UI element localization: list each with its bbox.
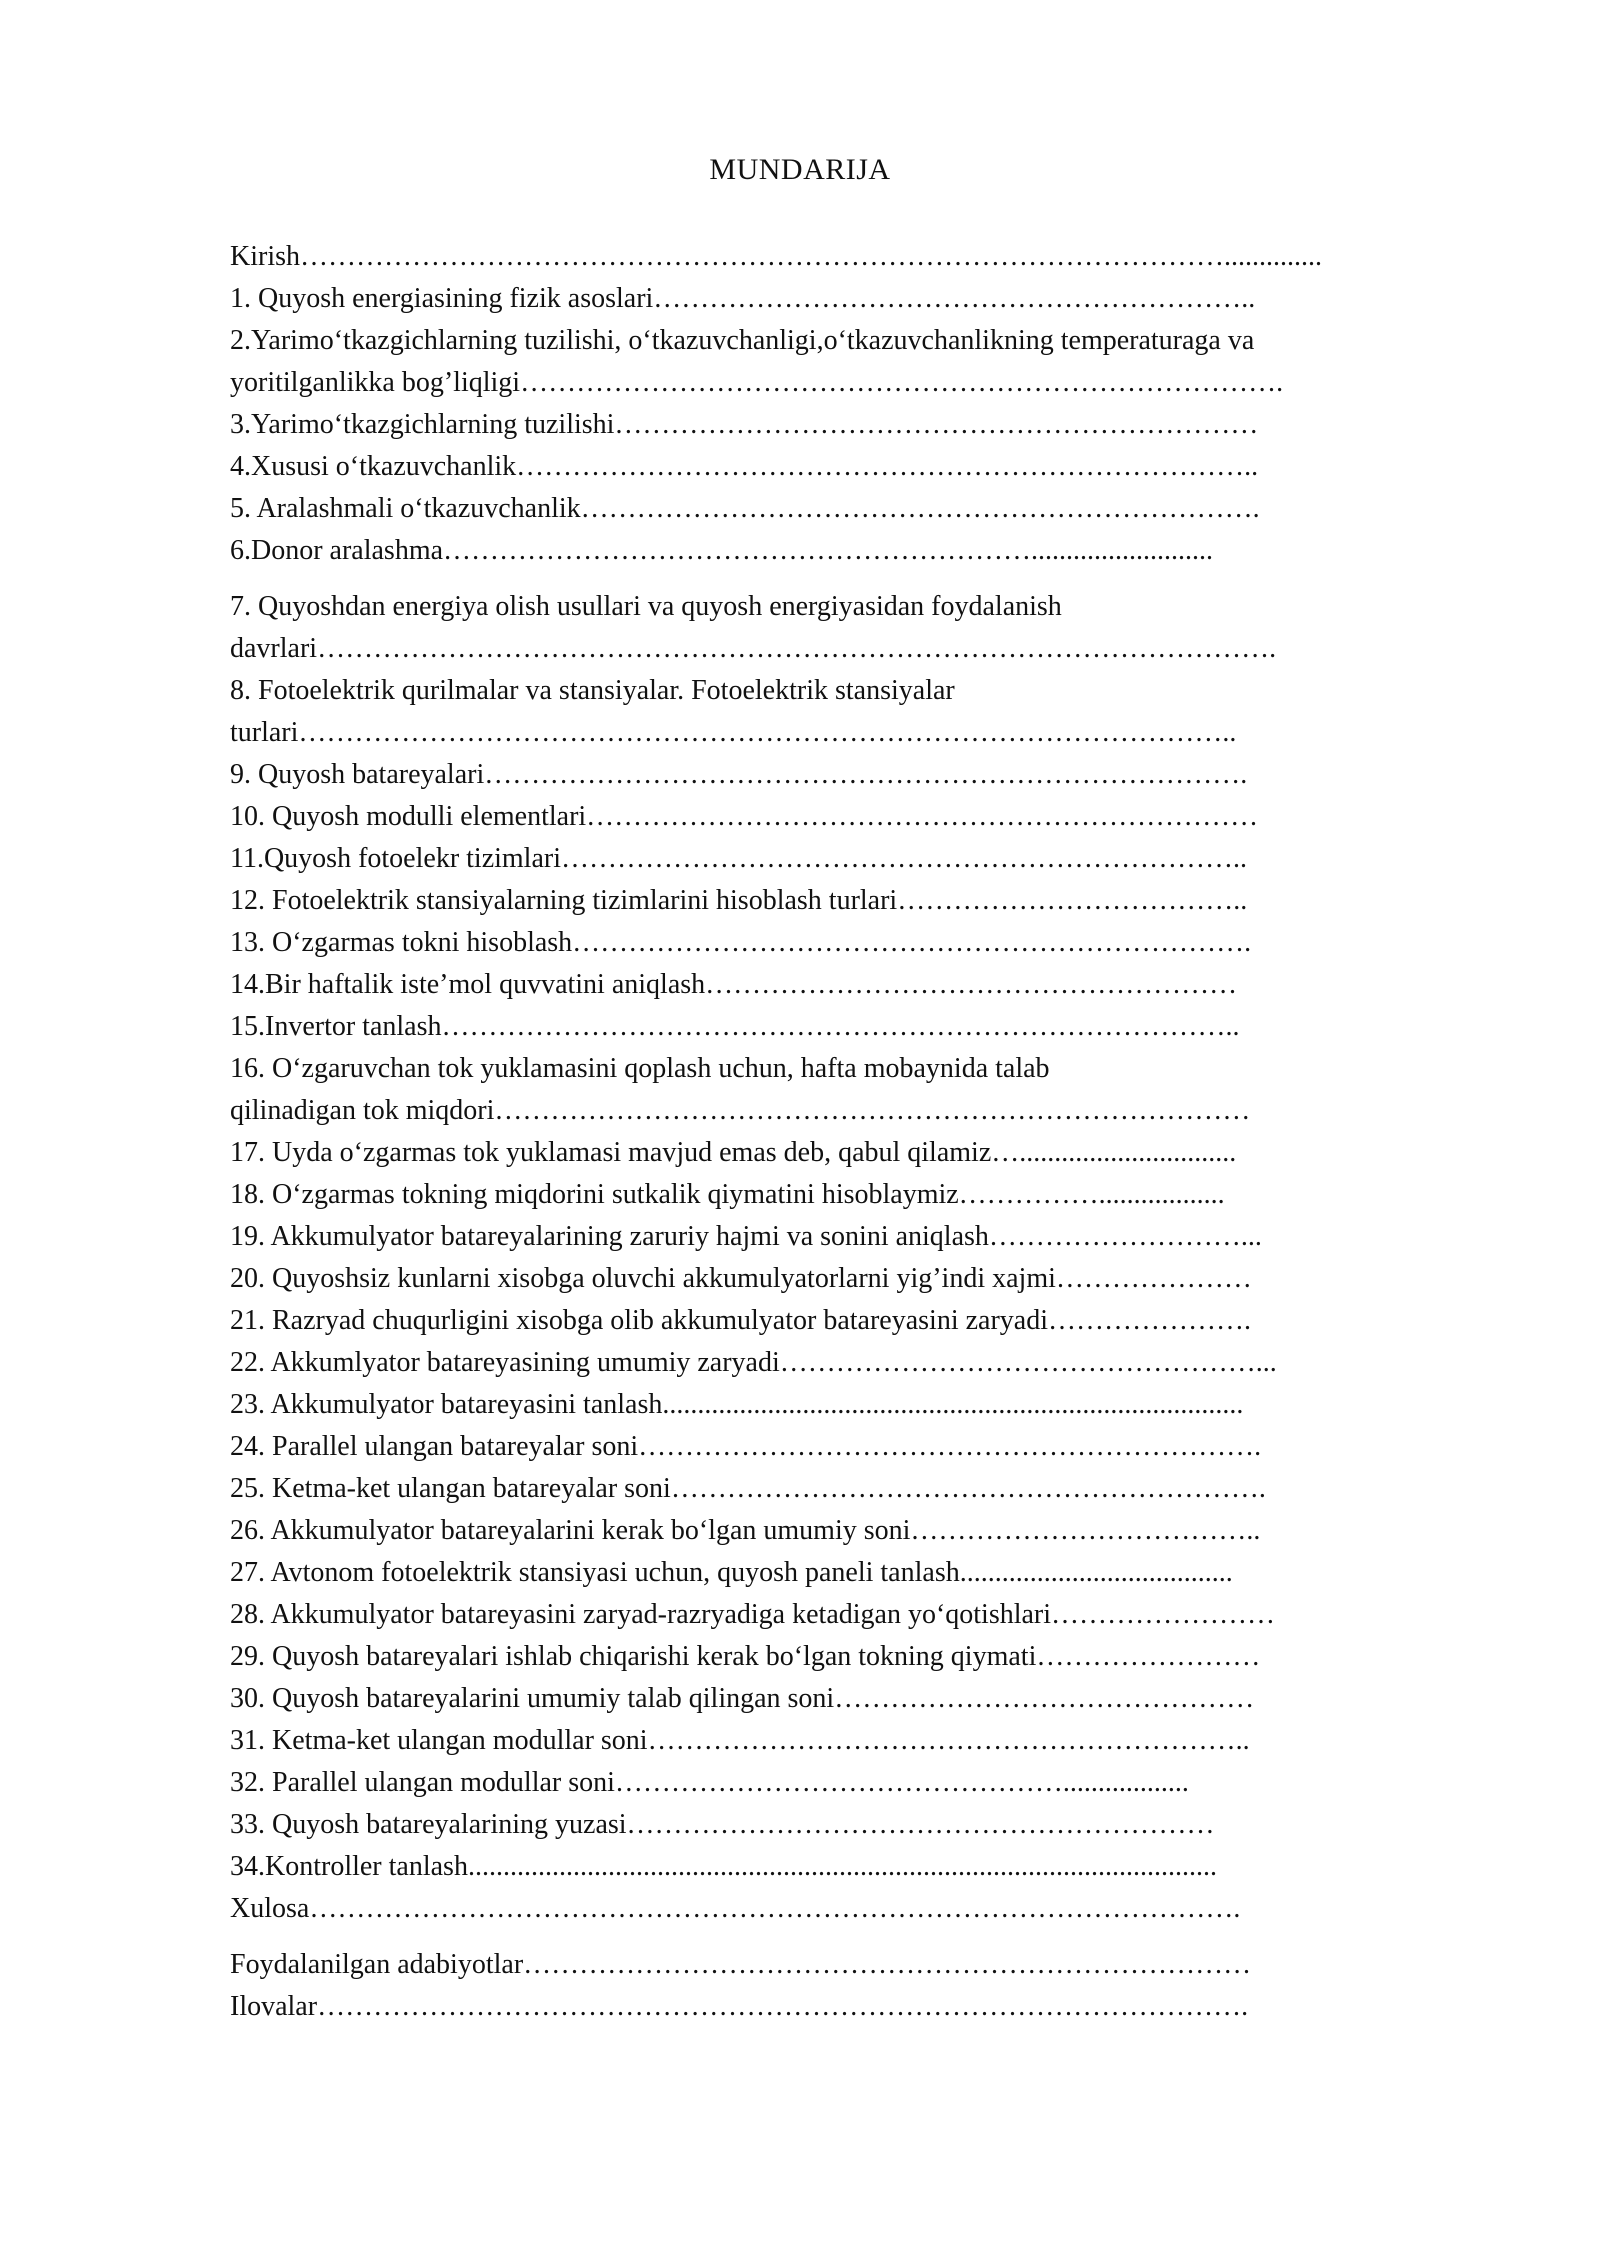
table-of-contents [230,236,1470,2028]
toc-entry-text: 1. Quyosh energiasining fizik asoslari……………………………………………………….. [230,283,1256,314]
toc-entry[interactable] [230,1300,1470,1342]
toc-entry-text: 3.Yarimo‘tkazgichlarning tuzilishi…………………………………………………………… [230,409,1259,440]
toc-entry-text: 30. Quyosh batareyalarini umumiy talab qilingan soni……………………………………… [230,1683,1255,1714]
toc-entry[interactable] [230,1888,1470,1930]
toc-entry[interactable] [230,278,1470,320]
toc-entry-text: Ilovalar………………………………………………………………………………………. [230,1991,1249,2022]
toc-entry[interactable] [230,1384,1470,1426]
toc-entry[interactable] [230,1944,1470,1986]
toc-entry-text: 25. Ketma-ket ulangan batareyalar soni………………………………………………………. [230,1473,1266,1504]
toc-entry-text: 16. O‘zgaruvchan tok yuklamasini qoplash uchun, hafta mobaynida talab [230,1053,1050,1084]
toc-entry-text: 34.Kontroller tanlash........................................................................................................... [230,1851,1217,1882]
toc-entry[interactable] [230,320,1470,404]
toc-entry[interactable] [230,1216,1470,1258]
toc-entry-text: 8. Fotoelektrik qurilmalar va stansiyalar. Fotoelektrik stansiyalar [230,675,955,706]
toc-entry-text: 14.Bir haftalik iste’mol quvvatini aniqlash………………………………………………… [230,969,1238,1000]
toc-entry[interactable] [230,1804,1470,1846]
toc-entry-text: 15.Invertor tanlash………………………………………………………………………….. [230,1011,1240,1042]
toc-entry[interactable] [230,1594,1470,1636]
toc-entry[interactable] [230,446,1470,488]
toc-entry-text: 33. Quyosh batareyalarining yuzasi……………………………………………………… [230,1809,1215,1840]
toc-entry-text: 12. Fotoelektrik stansiyalarning tizimlarini hisoblash turlari……………………………….. [230,885,1248,916]
toc-entry[interactable] [230,754,1470,796]
toc-entry[interactable] [230,1986,1470,2028]
toc-entry[interactable] [230,1342,1470,1384]
toc-entry[interactable] [230,236,1470,278]
toc-entry-text: 22. Akkumlyator batareyasining umumiy zaryadi……………………………………………... [230,1347,1277,1378]
toc-entry-text: 32. Parallel ulangan modullar soni………………………………………….................. [230,1767,1189,1798]
toc-entry[interactable] [230,922,1470,964]
toc-entry-text: 31. Ketma-ket ulangan modullar soni……………………………………………………….. [230,1725,1250,1756]
toc-entry-text: 27. Avtonom fotoelektrik stansiyasi uchun, quyosh paneli tanlash....................................... [230,1557,1233,1588]
toc-entry-text: 19. Akkumulyator batareyalarining zaruriy hajmi va sonini aniqlash………………………... [230,1221,1262,1252]
toc-entry-text: Xulosa………………………………………………………………………………………. [230,1893,1241,1924]
toc-entry[interactable] [230,670,1470,754]
toc-entry[interactable] [230,1552,1470,1594]
toc-entry[interactable] [230,1132,1470,1174]
spacer [230,1930,1470,1944]
toc-entry[interactable] [230,530,1470,572]
toc-entry[interactable] [230,488,1470,530]
toc-entry[interactable] [230,1048,1470,1132]
toc-entry[interactable] [230,404,1470,446]
toc-entry-text: 23. Akkumulyator batareyasini tanlash................................................................................... [230,1389,1244,1420]
toc-entry-text: Kirish……………………………………………………………………………………….............. [230,241,1322,272]
toc-entry-text: 9. Quyosh batareyalari………………………………………………………………………. [230,759,1248,790]
toc-entry-text-continued: davrlari…………………………………………………………………………………………. [230,633,1277,664]
toc-entry-text: 26. Akkumulyator batareyalarini kerak bo‘lgan umumiy soni……………………………….. [230,1515,1261,1546]
toc-entry[interactable] [230,1636,1470,1678]
toc-entry-text: Foydalanilgan adabiyotlar…………………………………………………………………… [230,1949,1252,1980]
toc-entry-text: 29. Quyosh batareyalari ishlab chiqarishi kerak bo‘lgan tokning qiymati…………………… [230,1641,1261,1672]
toc-entry-text: 6.Donor aralashma……………………………………………………….......................... [230,535,1214,566]
toc-entry-text: 11.Quyosh fotoelekr tizimlari……………………………………………………………….. [230,843,1247,874]
toc-entry[interactable] [230,1678,1470,1720]
toc-entry-text: 17. Uyda o‘zgarmas tok yuklamasi mavjud emas deb, qabul qilamiz…............................... [230,1137,1237,1168]
toc-entry[interactable] [230,1174,1470,1216]
toc-entry[interactable] [230,1762,1470,1804]
toc-entry[interactable] [230,1846,1470,1888]
toc-entry-text: 7. Quyoshdan energiya olish usullari va quyosh energiyasidan foydalanish [230,591,1062,622]
toc-entry[interactable] [230,964,1470,1006]
toc-entry[interactable] [230,1468,1470,1510]
toc-entry-text-continued: qilinadigan tok miqdori……………………………………………………………………… [230,1095,1251,1126]
toc-entry-text: 4.Xususi o‘tkazuvchanlik…………………………………………………………………….. [230,451,1259,482]
toc-entry[interactable] [230,1720,1470,1762]
toc-entry[interactable] [230,586,1470,670]
toc-entry-text: 18. O‘zgarmas tokning miqdorini sutkalik qiymatini hisoblaymiz…………….................. [230,1179,1225,1210]
page-title: MUNDARIJA [709,153,891,186]
toc-entry[interactable] [230,1426,1470,1468]
toc-entry-text: 13. O‘zgarmas tokni hisoblash………………………………………………………………. [230,927,1252,958]
toc-entry[interactable] [230,1006,1470,1048]
toc-entry-text: 10. Quyosh modulli elementlari……………………………………………………………… [230,801,1259,832]
toc-entry-text: 24. Parallel ulangan batareyalar soni…………………………………………………………. [230,1431,1262,1462]
toc-entry[interactable] [230,1510,1470,1552]
toc-entry-text-continued: yoritilganlikka bog’liqligi………………………………………………………………………. [230,367,1284,398]
spacer [230,572,1470,586]
toc-entry[interactable] [230,1258,1470,1300]
toc-entry[interactable] [230,796,1470,838]
toc-entry-text: 28. Akkumulyator batareyasini zaryad-razryadiga ketadigan yo‘qotishlari…………………… [230,1599,1276,1630]
toc-entry-text: 5. Aralashmali o‘tkazuvchanlik………………………………………………………………. [230,493,1260,524]
toc-entry-text: 20. Quyoshsiz kunlarni xisobga oluvchi akkumulyatorlarni yig’indi xajmi………………… [230,1263,1252,1294]
toc-entry-text: 21. Razryad chuqurligini xisobga olib akkumulyator batareyasini zaryadi…………………. [230,1305,1251,1336]
toc-entry[interactable] [230,880,1470,922]
toc-entry-text-continued: turlari……………………………………………………………………………………….. [230,717,1237,748]
toc-entry[interactable] [230,838,1470,880]
toc-entry-text: 2.Yarimo‘tkazgichlarning tuzilishi, o‘tkazuvchanligi,o‘tkazuvchanlikning temperaturaga va [230,325,1255,356]
